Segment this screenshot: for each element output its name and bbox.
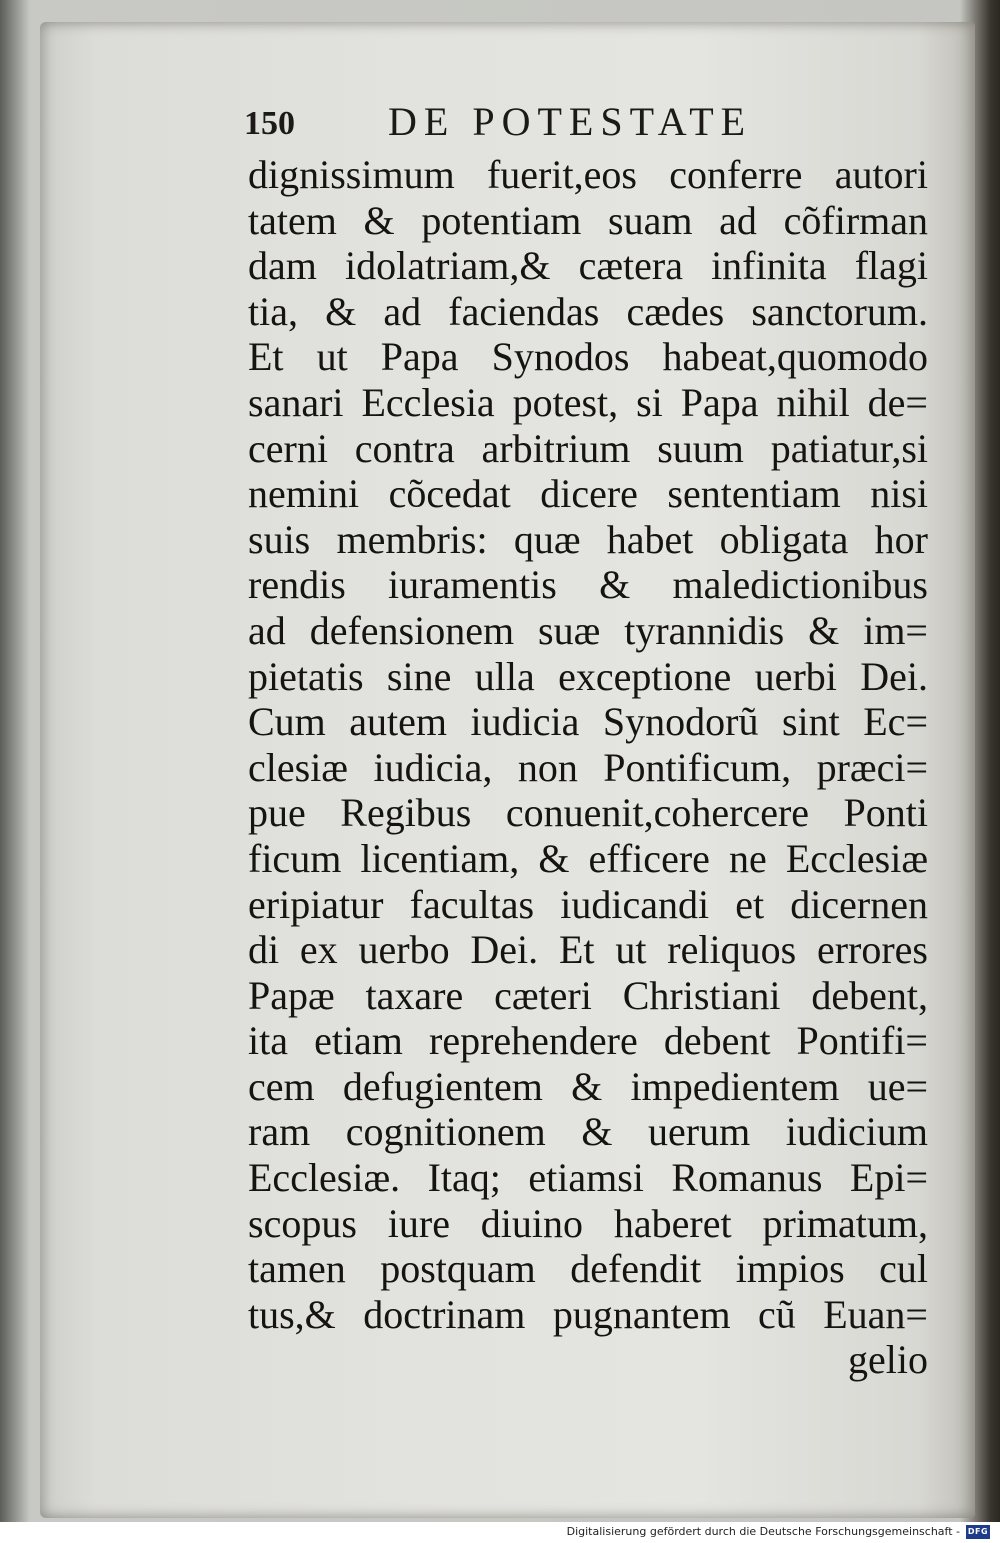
body-text (248, 152, 928, 1383)
dfg-logo-icon: DFG (966, 1525, 990, 1539)
text-line: sanari Ecclesia potest, si Papa nihil de= (248, 379, 928, 425)
text-line: cerni contra arbitrium suum patiatur,si (248, 425, 928, 471)
text-line: rendis iuramentis & maledictionibus (248, 562, 928, 608)
text-line: Cum autem iudicia Synodorũ sint Ec= (248, 699, 928, 745)
page-number: 150 (244, 105, 295, 142)
text-line: nemini cõcedat dicere sententiam nisi (248, 471, 928, 517)
text-line: ita etiam reprehendere debent Pontifi= (248, 1018, 928, 1064)
running-head: DE POTESTATE (388, 99, 753, 144)
text-line: pue Regibus conuenit,cohercere Ponti (248, 790, 928, 836)
text-line: eripiatur facultas iudicandi et dicernen (248, 881, 928, 927)
text-line: tus,& doctrinam pugnantem cũ Euan= (248, 1291, 928, 1337)
text-line: scopus iure diuino haberet primatum, (248, 1200, 928, 1246)
text-line: dignissimum fuerit,eos conferre autori (248, 152, 928, 197)
text-line: Papæ taxare cæteri Christiani debent, (248, 972, 928, 1018)
funding-credit: Digitalisierung gefördert durch die Deutsche Forschungsgemeinschaft - (566, 1525, 960, 1538)
text-line: tamen postquam defendit impios cul (248, 1246, 928, 1292)
text-line: tia, & ad faciendas cædes sanctorum. (248, 288, 928, 334)
text-line: clesiæ iudicia, non Pontificum, præci= (248, 744, 928, 790)
catchword: gelio (848, 1337, 928, 1383)
text-line: ram cognitionem & uerum iudicium (248, 1109, 928, 1155)
text-line: di ex uerbo Dei. Et ut reliquos errores (248, 927, 928, 973)
text-line: dam idolatriam,& cætera infinita flagi (248, 243, 928, 289)
text-line: tatem & potentiam suam ad cõfirman (248, 197, 928, 243)
text-line: ficum licentiam, & efficere ne Ecclesiæ (248, 835, 928, 881)
text-line: ad defensionem suæ tyrannidis & im= (248, 607, 928, 653)
text-line: cem defugientem & impedientem ue= (248, 1063, 928, 1109)
text-line: Et ut Papa Synodos habeat,quomodo (248, 334, 928, 380)
text-line: pietatis sine ulla exceptione uerbi Dei. (248, 653, 928, 699)
footer-strip (0, 1522, 1000, 1543)
text-line: Ecclesiæ. Itaq; etiamsi Romanus Epi= (248, 1155, 928, 1201)
text-line: suis membris: quæ habet obligata hor (248, 516, 928, 562)
